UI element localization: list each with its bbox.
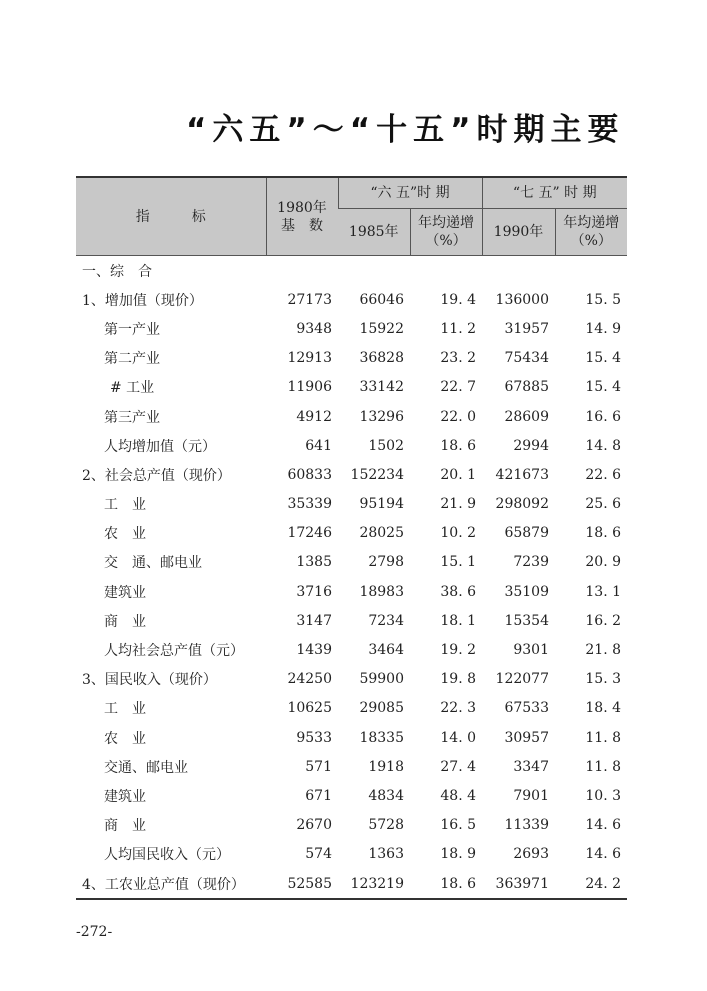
value-1980: 1385 — [296, 554, 332, 571]
value-1980: 571 — [305, 758, 332, 775]
row-label: 1、增加值（现价） — [82, 292, 203, 309]
value-1990: 28609 — [504, 408, 549, 425]
value-1985: 29085 — [359, 700, 404, 717]
header-base-year: 1980年 基 数 — [266, 177, 338, 256]
header-growth-7: 年均递增 （%） — [555, 209, 627, 256]
growth-7th-plan: 14. 8 — [585, 437, 622, 454]
row-label: 人均社会总产值（元） — [104, 643, 244, 660]
row-label: 交 通、邮电业 — [104, 555, 202, 572]
value-1985: 152234 — [350, 466, 404, 483]
growth-7th-plan — [555, 256, 627, 286]
growth-6th-plan: 18. 6 — [440, 437, 476, 454]
table-row — [76, 402, 627, 431]
row-label: 建筑业 — [104, 584, 146, 601]
row-label: 工 业 — [104, 497, 146, 514]
growth-6th-plan: 19. 8 — [440, 671, 476, 688]
value-1990: 67885 — [504, 379, 549, 396]
table-row — [76, 314, 627, 343]
growth-6th-plan: 21. 9 — [440, 496, 476, 513]
row-label: 农 业 — [104, 730, 146, 747]
value-1985: 59900 — [359, 671, 404, 688]
growth-7th-plan: 24. 2 — [555, 869, 627, 899]
table-row — [76, 577, 627, 606]
row-label: 3、国民收入（现价） — [82, 672, 217, 689]
value-1990: 31957 — [504, 320, 549, 337]
header-period-6: “六 五”时 期 — [338, 177, 482, 209]
table-row — [76, 256, 627, 286]
row-label: 建筑业 — [104, 788, 146, 805]
value-1990: 67533 — [504, 700, 549, 717]
growth-7th-plan: 20. 9 — [585, 554, 622, 571]
value-1980: 27173 — [287, 291, 332, 308]
value-1990: 7239 — [513, 554, 549, 571]
value-1990: 65879 — [504, 525, 549, 542]
value-1980: 9533 — [296, 729, 332, 746]
value-1985: 1502 — [368, 437, 404, 454]
growth-6th-plan: 18. 6 — [410, 869, 482, 899]
page-title: “六五”～“十五”时期主要 — [186, 112, 625, 148]
table-row — [76, 431, 627, 460]
row-label: 4、工农业总产值（现价） — [76, 869, 266, 899]
growth-7th-plan: 15. 4 — [585, 350, 622, 367]
value-1980: 12913 — [287, 350, 332, 367]
header-1985: 1985年 — [338, 209, 410, 256]
header-growth-6: 年均递增 （%） — [410, 209, 482, 256]
value-1985: 28025 — [359, 525, 404, 542]
row-label: 一、综 合 — [82, 263, 152, 280]
table-row — [76, 373, 627, 402]
growth-7th-plan: 15. 3 — [585, 671, 622, 688]
growth-6th-plan: 22. 3 — [440, 700, 476, 717]
table-row — [76, 460, 627, 489]
growth-6th-plan: 14. 0 — [440, 729, 476, 746]
value-1990: 421673 — [495, 466, 549, 483]
value-1990: 15354 — [504, 612, 549, 629]
row-label: 第二产业 — [104, 351, 160, 368]
value-1990: 2693 — [513, 846, 549, 863]
value-1985: 15922 — [359, 320, 404, 337]
value-1985: 36828 — [359, 350, 404, 367]
value-1980: 17246 — [287, 525, 332, 542]
growth-6th-plan: 48. 4 — [440, 787, 476, 804]
table-row — [76, 811, 627, 840]
table-row — [76, 490, 627, 519]
value-1990: 11339 — [504, 817, 549, 834]
growth-7th-plan: 21. 8 — [585, 642, 622, 659]
value-1980 — [266, 256, 338, 286]
value-1985: 2798 — [368, 554, 404, 571]
growth-7th-plan: 15. 4 — [585, 379, 622, 396]
value-1990: 7901 — [513, 787, 549, 804]
value-1985: 7234 — [368, 612, 404, 629]
table-row — [76, 606, 627, 635]
growth-6th-plan: 19. 4 — [440, 291, 476, 308]
row-label: # 工业 — [110, 380, 155, 397]
value-1980: 60833 — [287, 466, 332, 483]
page-number: -272- — [76, 924, 113, 940]
growth-7th-plan: 10. 3 — [585, 787, 622, 804]
value-1985: 66046 — [359, 291, 404, 308]
value-1990: 30957 — [504, 729, 549, 746]
growth-6th-plan: 10. 2 — [440, 525, 476, 542]
row-label: 工 业 — [104, 701, 146, 718]
value-1985: 95194 — [359, 496, 404, 513]
value-1985: 1363 — [368, 846, 404, 863]
value-1980: 9348 — [296, 320, 332, 337]
table-row — [76, 519, 627, 548]
value-1985: 5728 — [368, 817, 404, 834]
value-1980: 3147 — [296, 612, 332, 629]
value-1980: 574 — [305, 846, 332, 863]
growth-7th-plan: 14. 9 — [585, 320, 622, 337]
growth-7th-plan: 25. 6 — [585, 496, 622, 513]
value-1990: 363971 — [482, 869, 555, 899]
value-1985: 13296 — [359, 408, 404, 425]
value-1990: 35109 — [504, 583, 549, 600]
growth-7th-plan: 11. 8 — [585, 729, 622, 746]
header-1990: 1990年 — [482, 209, 555, 256]
header-indicator: 指 标 — [76, 177, 266, 256]
growth-7th-plan: 11. 8 — [585, 758, 622, 775]
value-1985: 18335 — [359, 729, 404, 746]
value-1980: 35339 — [287, 496, 332, 513]
value-1980: 4912 — [296, 408, 332, 425]
growth-7th-plan: 13. 1 — [585, 583, 622, 600]
growth-6th-plan: 11. 2 — [440, 320, 476, 337]
table-row — [76, 694, 627, 723]
value-1990: 75434 — [504, 350, 549, 367]
row-label: 人均国民收入（元） — [104, 847, 230, 864]
growth-6th-plan: 19. 2 — [440, 642, 476, 659]
value-1985: 4834 — [368, 787, 404, 804]
value-1990: 9301 — [513, 642, 549, 659]
value-1980: 11906 — [287, 379, 332, 396]
table-row — [76, 285, 627, 314]
value-1980: 1439 — [296, 642, 332, 659]
growth-7th-plan: 16. 6 — [585, 408, 622, 425]
table-row — [76, 781, 627, 810]
table-row — [76, 635, 627, 664]
table-row — [76, 344, 627, 373]
value-1980: 3716 — [296, 583, 332, 600]
growth-6th-plan: 18. 1 — [440, 612, 476, 629]
growth-6th-plan: 15. 1 — [440, 554, 476, 571]
growth-7th-plan: 14. 6 — [585, 817, 622, 834]
table-row — [76, 752, 627, 781]
value-1985: 1918 — [368, 758, 404, 775]
growth-6th-plan: 22. 7 — [440, 379, 476, 396]
table-row — [76, 723, 627, 752]
growth-7th-plan: 18. 6 — [585, 525, 622, 542]
row-label: 人均增加值（元） — [104, 438, 216, 455]
value-1990: 136000 — [495, 291, 549, 308]
growth-6th-plan: 23. 2 — [440, 350, 476, 367]
value-1985: 33142 — [359, 379, 404, 396]
growth-6th-plan: 27. 4 — [440, 758, 476, 775]
row-label: 第一产业 — [104, 321, 160, 338]
row-label: 2、社会总产值（现价） — [82, 467, 231, 484]
growth-6th-plan: 20. 1 — [440, 466, 476, 483]
table-row — [76, 869, 627, 899]
growth-6th-plan: 16. 5 — [440, 817, 476, 834]
value-1990: 298092 — [495, 496, 549, 513]
value-1980: 2670 — [296, 817, 332, 834]
table-body — [76, 256, 627, 900]
value-1980: 671 — [305, 787, 332, 804]
value-1990: 2994 — [513, 437, 549, 454]
growth-7th-plan: 18. 4 — [585, 700, 622, 717]
growth-7th-plan: 16. 2 — [585, 612, 622, 629]
growth-7th-plan: 22. 6 — [585, 466, 622, 483]
table-header — [76, 177, 627, 256]
row-label: 交通、邮电业 — [104, 759, 188, 776]
growth-6th-plan: 18. 9 — [440, 846, 476, 863]
value-1990: 3347 — [513, 758, 549, 775]
value-1985: 18983 — [359, 583, 404, 600]
table-row — [76, 840, 627, 869]
value-1990 — [482, 256, 555, 286]
growth-6th-plan: 22. 0 — [440, 408, 476, 425]
growth-7th-plan: 15. 5 — [585, 291, 622, 308]
value-1980: 641 — [305, 437, 332, 454]
value-1985 — [338, 256, 410, 286]
value-1985: 3464 — [368, 642, 404, 659]
statistics-table — [76, 176, 627, 900]
header-period-7: “七 五” 时 期 — [482, 177, 627, 209]
growth-7th-plan: 14. 6 — [585, 846, 622, 863]
value-1980: 10625 — [287, 700, 332, 717]
row-label: 农 业 — [104, 526, 146, 543]
growth-6th-plan — [410, 256, 482, 286]
value-1980: 24250 — [287, 671, 332, 688]
table-row — [76, 665, 627, 694]
row-label: 商 业 — [104, 818, 146, 835]
value-1985: 123219 — [338, 869, 410, 899]
table-row — [76, 548, 627, 577]
row-label: 第三产业 — [104, 409, 160, 426]
growth-6th-plan: 38. 6 — [440, 583, 476, 600]
value-1980: 52585 — [266, 869, 338, 899]
value-1990: 122077 — [495, 671, 549, 688]
row-label: 商 业 — [104, 613, 146, 630]
